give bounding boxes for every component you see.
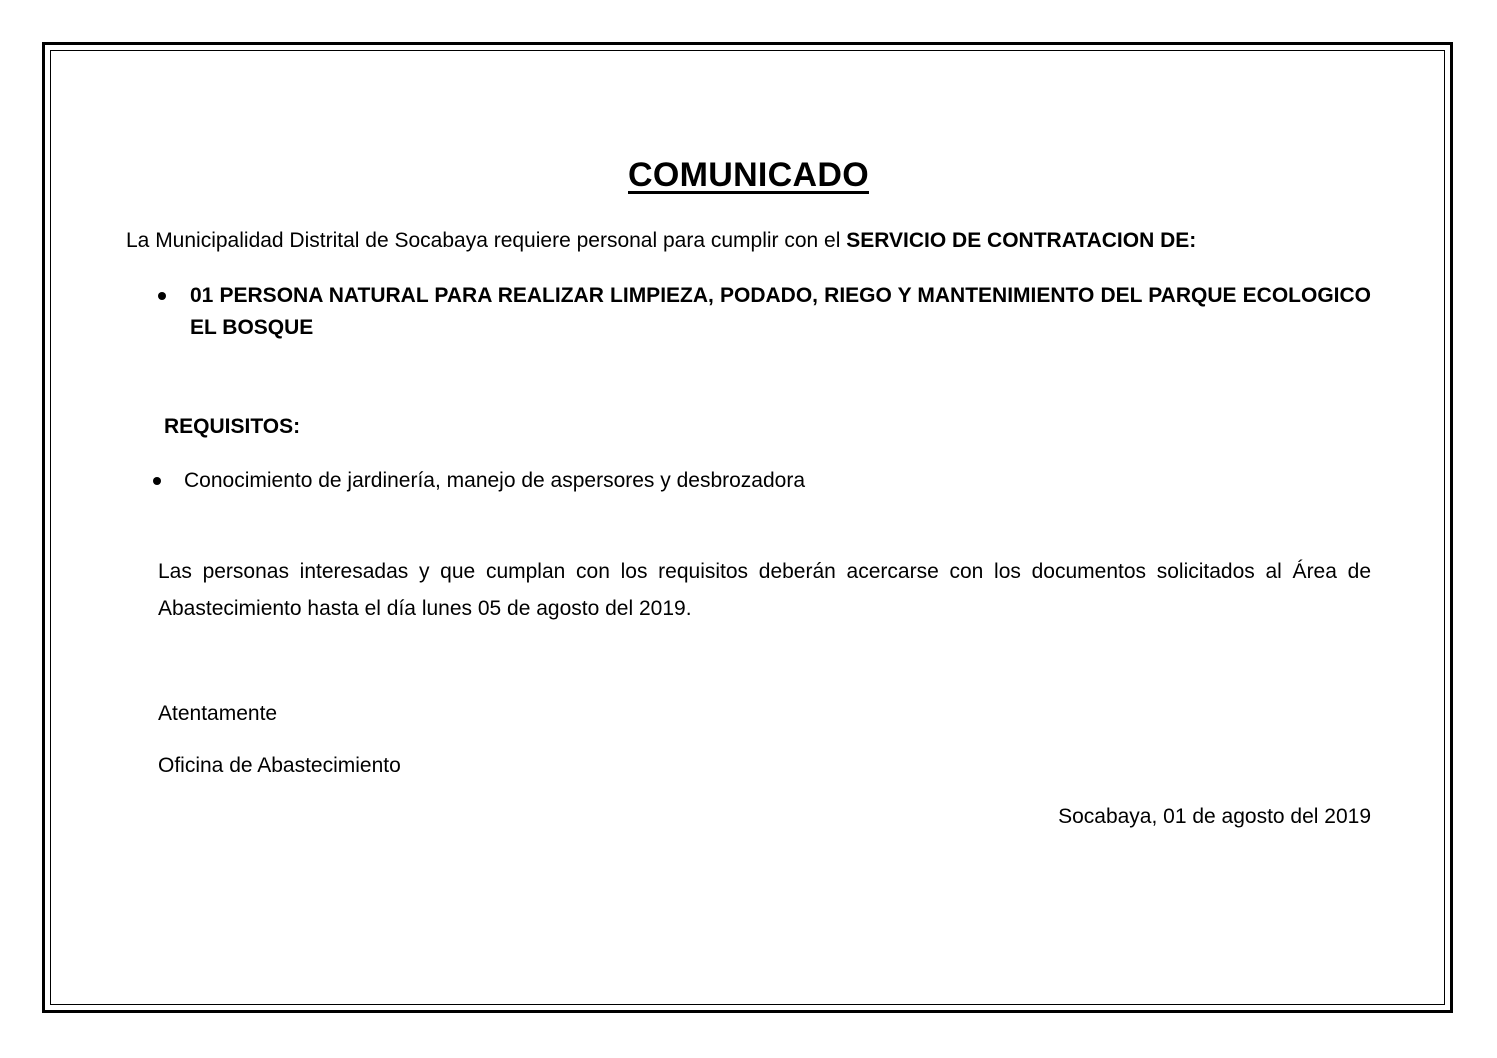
intro-bold-text: SERVICIO DE CONTRATACION DE:: [846, 229, 1197, 252]
place-date: Socabaya, 01 de agosto del 2019: [1058, 805, 1371, 828]
service-item-line1: 01 PERSONA NATURAL PARA REALIZAR LIMPIEZA, PODADO, RIEGO Y MANTENIMIENTO DEL PARQUE ECOLOGICO: [190, 284, 1371, 307]
instructions-line1: Las personas interesadas y que cumplan con los requisitos deberán acercarse con los documentos solicitados al Área de: [158, 560, 1371, 583]
requirements-heading: REQUISITOS:: [164, 415, 301, 438]
intro-text: La Municipalidad Distrital de Socabaya requiere personal para cumplir con el: [126, 229, 847, 252]
closing-text: Atentamente: [158, 702, 278, 725]
requirement-item: Conocimiento de jardinería, manejo de aspersores y desbrozadora: [184, 469, 806, 492]
intro-paragraph: [126, 228, 1196, 254]
bullet-icon: [153, 477, 161, 485]
bullet-icon: [158, 292, 166, 300]
office-name: Oficina de Abastecimiento: [158, 754, 401, 777]
service-item-line2: EL BOSQUE: [190, 316, 314, 339]
document-title: COMUNICADO: [628, 156, 869, 194]
instructions-line2: Abastecimiento hasta el día lunes 05 de agosto del 2019.: [158, 597, 692, 620]
